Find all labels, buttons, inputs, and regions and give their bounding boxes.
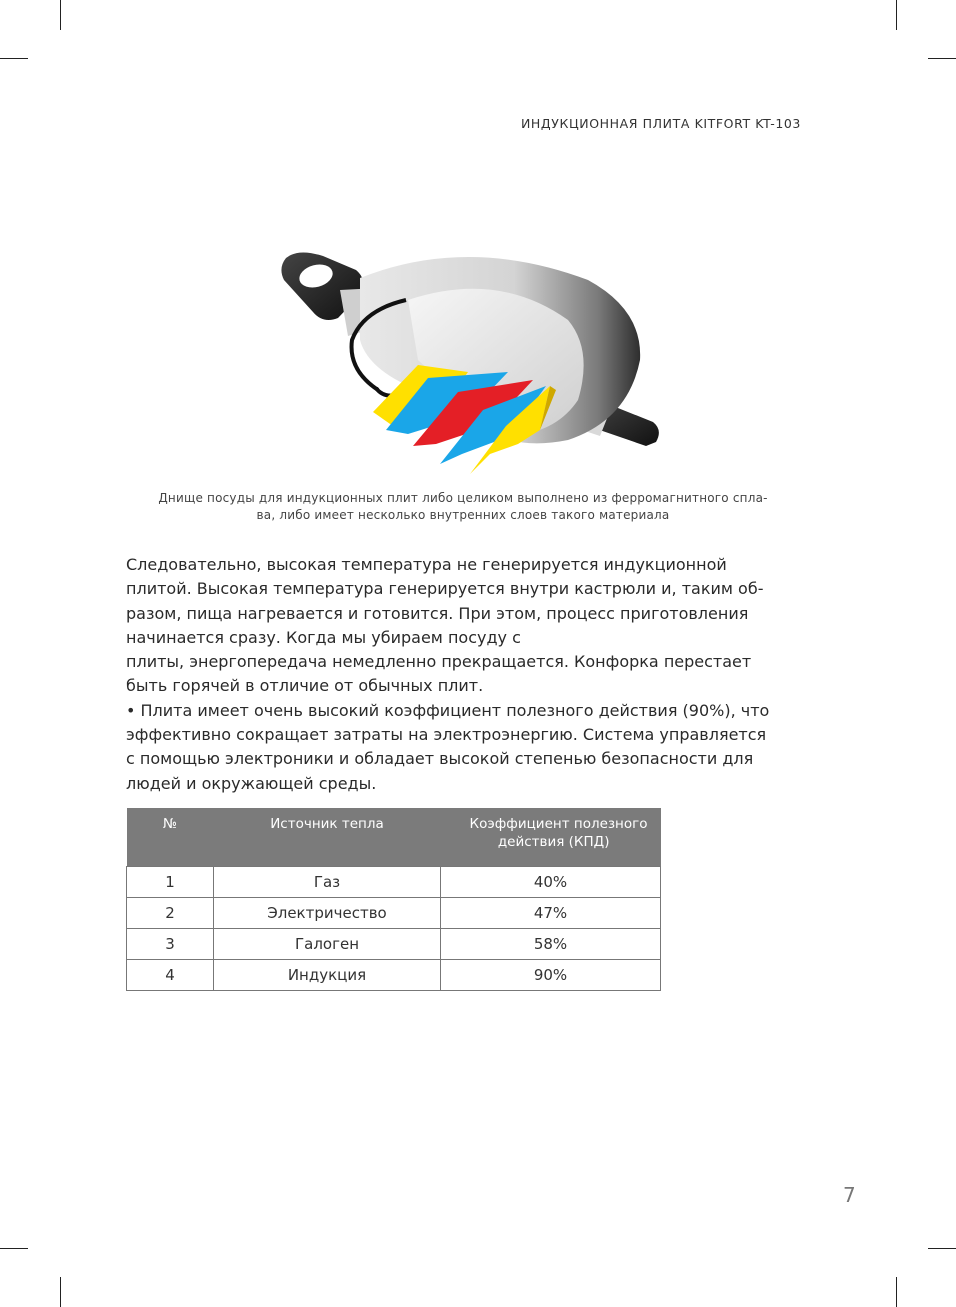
crop-mark (0, 1248, 28, 1249)
header-efficiency (441, 808, 661, 867)
body-line: быть горячей в отличие от обычных плит. (126, 676, 484, 696)
body-line: Следовательно, высокая температура не генерируется индукционной (126, 555, 727, 574)
crop-mark (60, 0, 61, 30)
body-paragraph (126, 553, 816, 796)
body-line: разом, пища нагревается и готовится. При этом, процесс приготовления (126, 603, 749, 623)
table-row (127, 929, 661, 960)
crop-mark (0, 58, 28, 59)
body-line: • Плита имеет очень высокий коэффициент полезного действия (90%), что (126, 700, 770, 720)
crop-mark (928, 58, 956, 59)
running-header: ИНДУКЦИОННАЯ ПЛИТА KITFORT KT-103 (520, 116, 801, 131)
cell-number: 3 (127, 929, 214, 960)
table-row (127, 960, 661, 991)
cell-efficiency: 58% (441, 929, 661, 960)
table-row (127, 898, 661, 929)
header-efficiency-line1: Коэффициент полезного (469, 816, 648, 832)
cell-number: 1 (127, 867, 214, 898)
crop-mark (60, 1277, 61, 1307)
body-line: плитой. Высокая температура генерируется внутри кастрюли и, таким об- (126, 579, 764, 599)
cell-source: Индукция (214, 960, 441, 991)
cell-efficiency: 47% (441, 898, 661, 929)
header-source: Источник тепла (214, 808, 441, 867)
crop-mark (928, 1248, 956, 1249)
body-line: плиты, энергопередача немедленно прекращается. Конфорка перестает (126, 652, 752, 672)
page-number: 7 (843, 1183, 856, 1207)
crop-mark (896, 1277, 897, 1307)
table-row (127, 867, 661, 898)
body-line: с помощью электроники и обладает высокой степенью безопасности для (126, 749, 754, 769)
cell-source: Галоген (214, 929, 441, 960)
cell-source: Электричество (214, 898, 441, 929)
table-header-row (127, 808, 661, 867)
crop-mark (896, 0, 897, 30)
caption-line: Днище посуды для индукционных плит либо целиком выполнено из ферромагнитного спла- (158, 491, 768, 505)
cell-number: 2 (127, 898, 214, 929)
pan-illustration (268, 240, 678, 480)
caption-line: ва, либо имеет несколько внутренних слоев такого материала (256, 508, 670, 522)
body-line: людей и окружающей среды. (126, 773, 377, 793)
cell-source: Газ (214, 867, 441, 898)
figure-caption (126, 490, 800, 524)
body-line: эффективно сокращает затраты на электроэнергию. Система управляется (126, 725, 767, 745)
cell-efficiency: 90% (441, 960, 661, 991)
cell-efficiency: 40% (441, 867, 661, 898)
efficiency-table (126, 808, 661, 991)
header-number: № (127, 808, 214, 867)
body-line: начинается сразу. Когда мы убираем посуду с (126, 627, 521, 647)
cell-number: 4 (127, 960, 214, 991)
header-efficiency-line2: действия (КПД) (497, 834, 610, 850)
pan-layers-icon (268, 240, 678, 480)
